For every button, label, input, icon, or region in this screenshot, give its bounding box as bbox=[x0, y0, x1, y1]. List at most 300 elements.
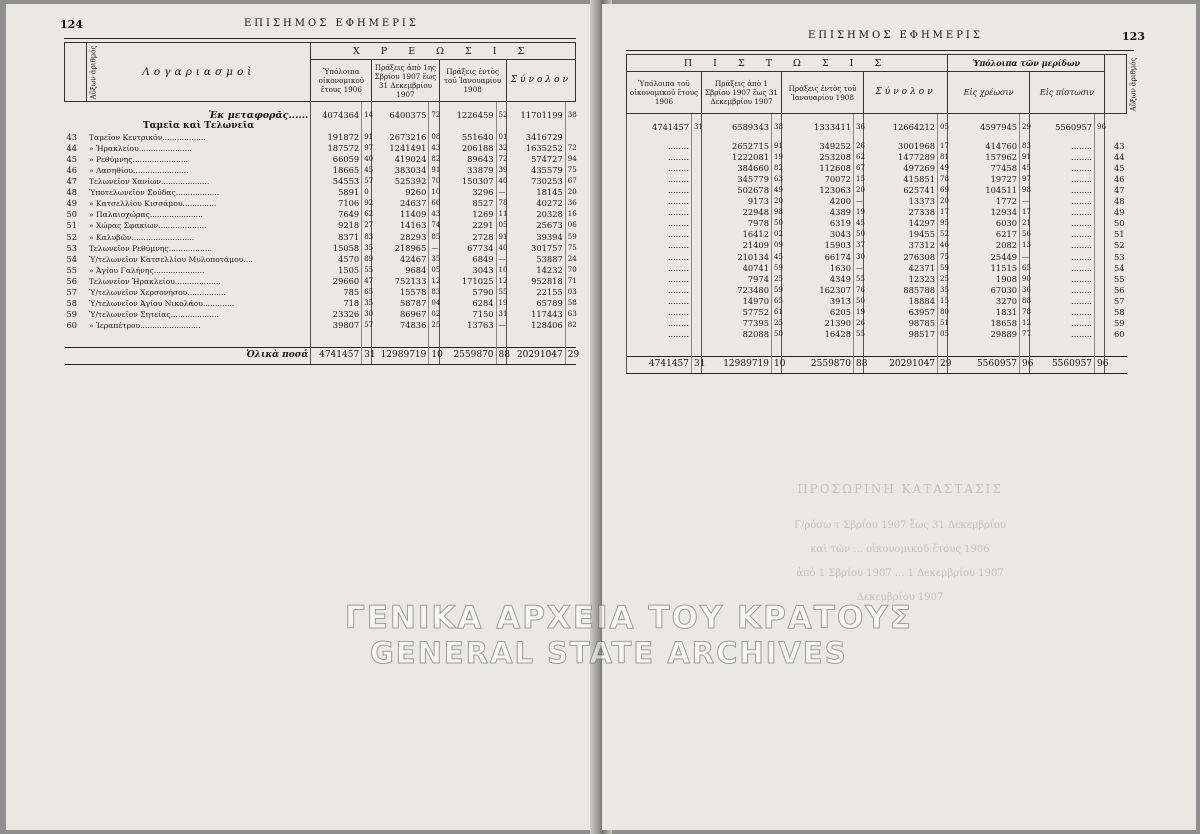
amount-lepta bbox=[1095, 207, 1105, 218]
dot-leader: ........ bbox=[627, 174, 692, 185]
dot-leader: ........ bbox=[1030, 174, 1095, 185]
amount-lepta: 16 bbox=[565, 209, 575, 220]
amount-drachmas: 723480 bbox=[702, 285, 772, 296]
amount-lepta: 92 bbox=[362, 198, 372, 209]
dot-leader: ........ bbox=[627, 329, 692, 340]
amount-lepta bbox=[692, 229, 702, 240]
amount-lepta: 09 bbox=[772, 240, 782, 251]
amount-drachmas: 12934 bbox=[948, 207, 1020, 218]
account-name: Τελωνεῖον Ρεθύμνης.................. bbox=[88, 243, 213, 253]
amount-lepta: 37 bbox=[854, 240, 864, 251]
amount-lepta bbox=[692, 263, 702, 274]
amount-drachmas: 4349 bbox=[782, 274, 854, 285]
amount-lepta: 55 bbox=[496, 287, 506, 298]
amount-lepta: 17 bbox=[1020, 207, 1030, 218]
amount-lepta bbox=[1095, 196, 1105, 207]
dot-leader: ........ bbox=[1030, 196, 1095, 207]
dot-leader: ........ bbox=[627, 185, 692, 196]
amount-lepta: 71 bbox=[565, 276, 575, 287]
left-total-row: Ὁλικὰ ποσά 4741457 31 12989719 10 2559870 88 20291047 29 bbox=[65, 347, 576, 364]
amount-lepta: 91 bbox=[772, 141, 782, 152]
row-index: 54 bbox=[66, 253, 78, 264]
amount-lepta: 17 bbox=[938, 141, 948, 152]
table-row bbox=[627, 196, 1127, 207]
amount-drachmas: 6849 bbox=[439, 254, 496, 265]
amount-lepta: 35 bbox=[429, 254, 439, 265]
amount-drachmas: 14297 bbox=[864, 218, 938, 229]
row-index: 60 bbox=[66, 319, 78, 330]
right-header-col2: Πράξεις ἀπὸ 1 Σβρίου 1907 ἕως 31 Δεκεμβρίου 1907 bbox=[702, 72, 782, 114]
amount-lepta: 21 bbox=[1020, 218, 1030, 229]
dot-leader: ........ bbox=[627, 163, 692, 174]
bleed-through-line-1: Γ/ρόσω τ Σβρίου 1907 ἕως 31 Δεκεμβρίου bbox=[794, 520, 1006, 531]
amount-drachmas: 2082 bbox=[948, 240, 1020, 251]
amount-drachmas: 98517 bbox=[864, 329, 938, 340]
amount-drachmas: 349252 bbox=[782, 141, 854, 152]
table-row bbox=[627, 163, 1127, 174]
table-row bbox=[627, 329, 1127, 340]
dot-leader: ........ bbox=[1030, 296, 1095, 307]
amount-drachmas: 551640 bbox=[439, 132, 496, 143]
amount-drachmas: 9260 bbox=[372, 187, 429, 198]
amount-lepta bbox=[1095, 252, 1105, 263]
right-header-credit: Εἰς πίστωσιν bbox=[1030, 72, 1105, 114]
dot-leader: ........ bbox=[627, 285, 692, 296]
bleed-through-line-4: Δεκεμβρίου 1907 bbox=[856, 592, 944, 603]
amount-lepta: 81 bbox=[938, 152, 948, 163]
account-name: Ὑ/τελωνεῖον Κατσελλίου Μυλοποτάμου.... bbox=[88, 254, 253, 264]
amount-lepta: 17 bbox=[938, 207, 948, 218]
dot-leader: ........ bbox=[1030, 163, 1095, 174]
amount-lepta: 12 bbox=[429, 276, 439, 287]
amount-drachmas: 191872 bbox=[311, 132, 362, 143]
amount-lepta: 43 bbox=[429, 143, 439, 154]
right-head-rule bbox=[626, 50, 1134, 51]
right-page-number: 123 bbox=[1122, 30, 1145, 43]
amount-lepta: 57 bbox=[362, 320, 372, 331]
table-row bbox=[627, 252, 1127, 263]
amount-drachmas: 5891 bbox=[311, 187, 362, 198]
right-header-credit-group: Π Ι Σ Τ Ω Σ Ι Σ bbox=[627, 55, 948, 72]
amount-lepta: 26 bbox=[854, 141, 864, 152]
right-header-index: Αὔξων ἀριθμός bbox=[1105, 55, 1127, 114]
left-section-row bbox=[65, 121, 576, 132]
table-row bbox=[65, 165, 576, 176]
amount-lepta: 20 bbox=[938, 196, 948, 207]
amount-lepta: 32 bbox=[496, 143, 506, 154]
row-index: 46 bbox=[66, 165, 78, 176]
amount-lepta: 74 bbox=[429, 220, 439, 231]
account-name: » Παλαιοχώρας...................... bbox=[88, 210, 203, 220]
amount-drachmas: 9173 bbox=[702, 196, 772, 207]
row-index: 47 bbox=[1105, 185, 1127, 196]
amount-lepta bbox=[1095, 274, 1105, 285]
amount-lepta: 11 bbox=[496, 209, 506, 220]
table-row bbox=[627, 207, 1127, 218]
left-total-label: Ὁλικὰ ποσά bbox=[87, 347, 311, 364]
amount-lepta bbox=[692, 141, 702, 152]
amount-lepta: 55 bbox=[854, 274, 864, 285]
amount-lepta: 35 bbox=[362, 243, 372, 254]
dot-leader: ........ bbox=[1030, 152, 1095, 163]
amount-lepta: 65 bbox=[362, 287, 372, 298]
amount-lepta bbox=[1095, 296, 1105, 307]
account-name: Ὑποτελωνεῖον Σούδας.................. bbox=[88, 188, 220, 198]
left-header-index: Αὔξων ἀριθμός bbox=[65, 43, 87, 102]
amount-lepta: 72 bbox=[565, 143, 575, 154]
amount-drachmas: 77458 bbox=[948, 163, 1020, 174]
amount-lepta bbox=[1095, 141, 1105, 152]
amount-drachmas: 25449 bbox=[948, 252, 1020, 263]
amount-drachmas: 3001968 bbox=[864, 141, 938, 152]
table-row bbox=[627, 218, 1127, 229]
amount-drachmas: 6217 bbox=[948, 229, 1020, 240]
amount-lepta bbox=[1095, 285, 1105, 296]
dot-leader: ........ bbox=[1030, 252, 1095, 263]
amount-lepta: 62 bbox=[362, 209, 372, 220]
amount-lepta: 94 bbox=[565, 154, 575, 165]
account-name: » Ἱεραπέτρου......................... bbox=[88, 320, 201, 330]
account-name: Ὑ/τελωνεῖον Σητείας.................... bbox=[88, 309, 219, 319]
left-head-rule bbox=[64, 38, 576, 39]
amount-drachmas: 65789 bbox=[506, 298, 565, 309]
amount-drachmas: 3296 bbox=[439, 187, 496, 198]
amount-lepta: 27 bbox=[362, 220, 372, 231]
amount-lepta: 90 bbox=[1020, 274, 1030, 285]
amount-drachmas: 22948 bbox=[702, 207, 772, 218]
amount-lepta bbox=[1095, 185, 1105, 196]
dot-leader: ........ bbox=[1030, 207, 1095, 218]
amount-lepta: 80 bbox=[938, 307, 948, 318]
row-index: 55 bbox=[1105, 274, 1127, 285]
amount-lepta: 12 bbox=[1020, 318, 1030, 329]
table-row bbox=[65, 243, 576, 254]
left-header-col3: Πράξεις ἐντὸς τοῦ Ἰανουαρίου 1908 bbox=[439, 60, 506, 102]
amount-lepta: 51 bbox=[938, 318, 948, 329]
dot-leader: ........ bbox=[627, 240, 692, 251]
amount-lepta bbox=[692, 318, 702, 329]
amount-drachmas: 415851 bbox=[864, 174, 938, 185]
amount-lepta: 76 bbox=[854, 285, 864, 296]
table-row bbox=[65, 209, 576, 220]
amount-drachmas: 502678 bbox=[702, 185, 772, 196]
amount-lepta: 98 bbox=[1020, 185, 1030, 196]
row-index: 57 bbox=[1105, 296, 1127, 307]
amount-lepta: 10 bbox=[429, 187, 439, 198]
amount-drachmas: 952818 bbox=[506, 276, 565, 287]
amount-lepta bbox=[1095, 240, 1105, 251]
amount-drachmas: 206188 bbox=[439, 143, 496, 154]
amount-drachmas: 40272 bbox=[506, 198, 565, 209]
amount-drachmas: 210134 bbox=[702, 252, 772, 263]
amount-drachmas: 3043 bbox=[439, 265, 496, 276]
amount-lepta: 15 bbox=[938, 296, 948, 307]
amount-drachmas: 7150 bbox=[439, 309, 496, 320]
dot-leader: ........ bbox=[1030, 141, 1095, 152]
amount-lepta: 04 bbox=[429, 298, 439, 309]
amount-lepta: 59 bbox=[772, 285, 782, 296]
amount-drachmas: 384660 bbox=[702, 163, 772, 174]
amount-lepta: 67 bbox=[565, 176, 575, 187]
amount-drachmas: 14970 bbox=[702, 296, 772, 307]
right-header-debit: Εἰς χρέωσιν bbox=[948, 72, 1030, 114]
amount-drachmas: 885788 bbox=[864, 285, 938, 296]
amount-lepta: 20 bbox=[565, 187, 575, 198]
table-row bbox=[627, 174, 1127, 185]
table-row bbox=[627, 229, 1127, 240]
amount-drachmas: 1222081 bbox=[702, 152, 772, 163]
row-index: 53 bbox=[1105, 252, 1127, 263]
row-index: 57 bbox=[66, 286, 78, 297]
amount-lepta bbox=[565, 132, 575, 143]
amount-drachmas: 24637 bbox=[372, 198, 429, 209]
amount-lepta bbox=[692, 296, 702, 307]
amount-lepta: 05 bbox=[938, 329, 948, 340]
amount-lepta: 40 bbox=[496, 176, 506, 187]
amount-drachmas: 104511 bbox=[948, 185, 1020, 196]
amount-drachmas: 15578 bbox=[372, 287, 429, 298]
amount-lepta: 89 bbox=[362, 254, 372, 265]
amount-lepta: 78 bbox=[938, 174, 948, 185]
amount-lepta: 95 bbox=[938, 218, 948, 229]
amount-drachmas: 23326 bbox=[311, 309, 362, 320]
table-row bbox=[65, 198, 576, 209]
table-row bbox=[627, 307, 1127, 318]
amount-drachmas: 218965 bbox=[372, 243, 429, 254]
amount-lepta bbox=[692, 329, 702, 340]
amount-lepta: 82 bbox=[429, 154, 439, 165]
dot-leader: ........ bbox=[1030, 218, 1095, 229]
row-index: 54 bbox=[1105, 263, 1127, 274]
amount-drachmas: 57752 bbox=[702, 307, 772, 318]
amount-drachmas: 6205 bbox=[782, 307, 854, 318]
amount-lepta: 75 bbox=[565, 165, 575, 176]
row-index: 44 bbox=[1105, 152, 1127, 163]
amount-lepta bbox=[692, 185, 702, 196]
amount-drachmas: 718 bbox=[311, 298, 362, 309]
table-row bbox=[627, 296, 1127, 307]
amount-lepta: 45 bbox=[1020, 163, 1030, 174]
amount-drachmas: 6319 bbox=[782, 218, 854, 229]
row-index: 50 bbox=[66, 209, 78, 220]
amount-drachmas: 525392 bbox=[372, 176, 429, 187]
amount-drachmas: 25673 bbox=[506, 220, 565, 231]
amount-drachmas: 3416729 bbox=[506, 132, 565, 143]
amount-lepta: 0 bbox=[362, 187, 372, 198]
account-name: Ὑ/τελωνεῖον Χερσονήσου................ bbox=[88, 287, 226, 297]
table-row bbox=[65, 287, 576, 298]
bleed-through-title: ΠΡΟΣΩΡΙΝΗ ΚΑΤΑΣΤΑΣΙΣ bbox=[797, 482, 1003, 496]
amount-lepta: 78 bbox=[1020, 307, 1030, 318]
table-row bbox=[65, 309, 576, 320]
amount-drachmas: 253208 bbox=[782, 152, 854, 163]
amount-lepta: 35 bbox=[938, 285, 948, 296]
amount-lepta: 45 bbox=[854, 218, 864, 229]
amount-lepta bbox=[692, 285, 702, 296]
dot-leader: ........ bbox=[1030, 185, 1095, 196]
amount-drachmas: 66174 bbox=[782, 252, 854, 263]
amount-lepta: 15 bbox=[854, 174, 864, 185]
amount-lepta bbox=[1095, 229, 1105, 240]
watermark-greek: ΓΕΝΙΚΑ ΑΡΧΕΙΑ ΤΟΥ ΚΡΑΤΟΥΣ bbox=[345, 600, 913, 636]
amount-drachmas: 1635252 bbox=[506, 143, 565, 154]
dot-leader: ........ bbox=[1030, 263, 1095, 274]
account-name: » Χώρας Σφακίων.................... bbox=[88, 221, 207, 231]
amount-lepta: 97 bbox=[362, 143, 372, 154]
amount-drachmas: 37312 bbox=[864, 240, 938, 251]
amount-lepta: — bbox=[429, 243, 439, 254]
amount-drachmas: 58787 bbox=[372, 298, 429, 309]
amount-lepta: 05 bbox=[429, 265, 439, 276]
amount-lepta: 10 bbox=[496, 265, 506, 276]
amount-lepta bbox=[692, 207, 702, 218]
amount-lepta: 91 bbox=[429, 165, 439, 176]
amount-lepta bbox=[1095, 263, 1105, 274]
amount-drachmas: 39394 bbox=[506, 232, 565, 243]
dot-leader: ........ bbox=[1030, 329, 1095, 340]
amount-lepta: 61 bbox=[772, 307, 782, 318]
table-row bbox=[65, 132, 576, 143]
amount-drachmas: 5790 bbox=[439, 287, 496, 298]
amount-lepta: 36 bbox=[1020, 285, 1030, 296]
amount-lepta: 06 bbox=[565, 220, 575, 231]
amount-drachmas: 625741 bbox=[864, 185, 938, 196]
amount-lepta bbox=[692, 218, 702, 229]
amount-drachmas: 157962 bbox=[948, 152, 1020, 163]
row-index: 46 bbox=[1105, 174, 1127, 185]
dot-leader: ........ bbox=[627, 307, 692, 318]
row-index: 48 bbox=[1105, 196, 1127, 207]
dot-leader: ........ bbox=[1030, 274, 1095, 285]
amount-lepta: 70 bbox=[565, 265, 575, 276]
watermark-english: GENERAL STATE ARCHIVES bbox=[370, 636, 848, 670]
amount-drachmas: 3270 bbox=[948, 296, 1020, 307]
amount-lepta: 40 bbox=[496, 243, 506, 254]
amount-lepta: 45 bbox=[362, 165, 372, 176]
amount-drachmas: 22155 bbox=[506, 287, 565, 298]
right-header-col4: Σύνολον bbox=[864, 72, 948, 114]
left-carry-row: Ἐκ μεταφορᾶς...... 4074364 14 6400375 72 1226459 52 11701199 38 bbox=[65, 110, 576, 121]
right-header-col3: Πράξεις ἐντὸς τοῦ Ἰανουαρίου 1908 bbox=[782, 72, 864, 114]
table-row bbox=[627, 318, 1127, 329]
amount-lepta: 83 bbox=[1020, 141, 1030, 152]
amount-lepta: 49 bbox=[938, 163, 948, 174]
row-index: 51 bbox=[66, 220, 78, 231]
account-name: Τελωνεῖον Χανίων.................... bbox=[88, 177, 210, 187]
table-row bbox=[65, 265, 576, 276]
amount-drachmas: 77395 bbox=[702, 318, 772, 329]
amount-drachmas: 276308 bbox=[864, 252, 938, 263]
amount-lepta: 78 bbox=[496, 198, 506, 209]
table-row bbox=[65, 154, 576, 165]
row-index: 45 bbox=[66, 154, 78, 165]
row-index: 44 bbox=[66, 143, 78, 154]
amount-drachmas: 7106 bbox=[311, 198, 362, 209]
dot-leader: ........ bbox=[627, 274, 692, 285]
amount-drachmas: 89643 bbox=[439, 154, 496, 165]
amount-lepta: 82 bbox=[565, 320, 575, 331]
row-index: 60 bbox=[1105, 329, 1127, 340]
amount-drachmas: 3913 bbox=[782, 296, 854, 307]
amount-lepta: — bbox=[496, 320, 506, 331]
dot-leader: ........ bbox=[627, 252, 692, 263]
amount-drachmas: 33879 bbox=[439, 165, 496, 176]
amount-lepta: 45 bbox=[772, 252, 782, 263]
amount-lepta: 50 bbox=[772, 329, 782, 340]
amount-lepta: — bbox=[854, 196, 864, 207]
bleed-through-line-3: ἀπὸ 1 Σβρίου 1907 ... 1 Δεκεμβρίου 1907 bbox=[796, 568, 1004, 579]
amount-lepta: 30 bbox=[854, 252, 864, 263]
row-index: 55 bbox=[66, 264, 78, 275]
table-row bbox=[627, 240, 1127, 251]
amount-lepta: 43 bbox=[429, 209, 439, 220]
amount-drachmas: 28293 bbox=[372, 232, 429, 243]
amount-drachmas: 39807 bbox=[311, 320, 362, 331]
amount-drachmas: 67734 bbox=[439, 243, 496, 254]
amount-drachmas: 4200 bbox=[782, 196, 854, 207]
amount-drachmas: 1505 bbox=[311, 265, 362, 276]
right-header-balances: Ὑπόλοιπα τῶν μερίδων bbox=[948, 55, 1105, 72]
amount-lepta: 50 bbox=[772, 218, 782, 229]
amount-lepta: 52 bbox=[938, 229, 948, 240]
amount-lepta: 57 bbox=[362, 176, 372, 187]
amount-drachmas: 14163 bbox=[372, 220, 429, 231]
row-index: 52 bbox=[1105, 240, 1127, 251]
amount-lepta: 46 bbox=[938, 240, 948, 251]
dot-leader: ........ bbox=[627, 318, 692, 329]
amount-lepta: 05 bbox=[496, 220, 506, 231]
amount-drachmas: 301757 bbox=[506, 243, 565, 254]
amount-lepta: 08 bbox=[429, 132, 439, 143]
amount-lepta: 02 bbox=[429, 309, 439, 320]
amount-drachmas: 29660 bbox=[311, 276, 362, 287]
table-row bbox=[627, 263, 1127, 274]
amount-drachmas: 497269 bbox=[864, 163, 938, 174]
row-index: 56 bbox=[66, 275, 78, 286]
amount-drachmas: 7649 bbox=[311, 209, 362, 220]
amount-lepta: 66 bbox=[429, 198, 439, 209]
dot-leader: ........ bbox=[1030, 229, 1095, 240]
table-row bbox=[65, 187, 576, 198]
amount-drachmas: 1772 bbox=[948, 196, 1020, 207]
amount-lepta: 55 bbox=[362, 265, 372, 276]
amount-drachmas: 27338 bbox=[864, 207, 938, 218]
amount-lepta: 69 bbox=[938, 185, 948, 196]
left-page-number: 124 bbox=[60, 18, 83, 31]
dot-leader: ........ bbox=[1030, 240, 1095, 251]
amount-lepta: 63 bbox=[565, 309, 575, 320]
amount-drachmas: 98785 bbox=[864, 318, 938, 329]
amount-drachmas: 11409 bbox=[372, 209, 429, 220]
amount-lepta: 67 bbox=[854, 163, 864, 174]
row-index: 49 bbox=[66, 198, 78, 209]
amount-drachmas: 3043 bbox=[782, 229, 854, 240]
left-header-col1: Ὑπόλοιπα οἰκονομικοῦ ἔτους 1906 bbox=[311, 60, 372, 102]
amount-lepta: 25 bbox=[772, 274, 782, 285]
amount-drachmas: 11515 bbox=[948, 263, 1020, 274]
amount-lepta: 91 bbox=[1020, 152, 1030, 163]
dot-leader: ........ bbox=[627, 152, 692, 163]
amount-lepta: 25 bbox=[938, 274, 948, 285]
amount-drachmas: 7978 bbox=[702, 218, 772, 229]
amount-drachmas: 13763 bbox=[439, 320, 496, 331]
amount-drachmas: 162307 bbox=[782, 285, 854, 296]
table-row bbox=[65, 232, 576, 243]
dot-leader: ........ bbox=[627, 141, 692, 152]
amount-drachmas: 2291 bbox=[439, 220, 496, 231]
amount-drachmas: 1477289 bbox=[864, 152, 938, 163]
amount-lepta bbox=[692, 196, 702, 207]
